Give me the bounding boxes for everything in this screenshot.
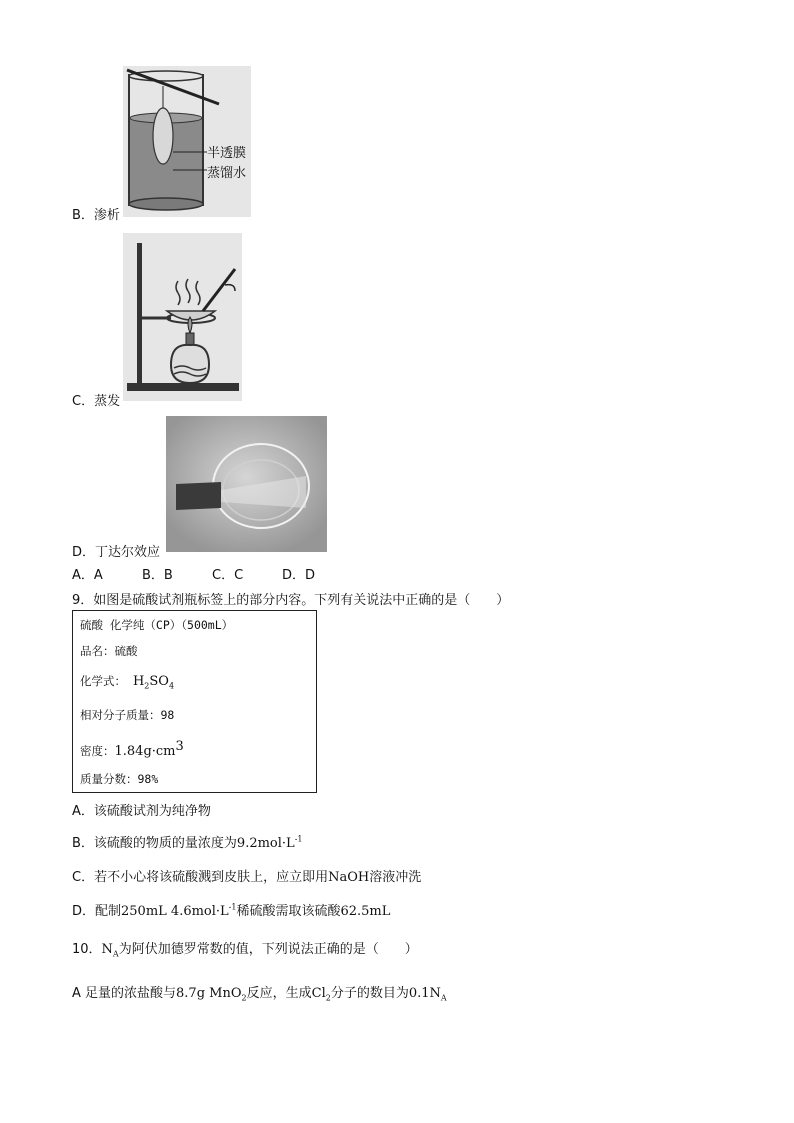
q9-option-d-end: 62.5mL	[340, 904, 391, 919]
tyndall-photo	[166, 416, 327, 552]
na-symbol: $N_A$	[101, 942, 119, 959]
q9-option-d	[72, 900, 390, 919]
q9-option-a: A．该硫酸试剂为纯净物	[72, 804, 211, 819]
q8-choices	[72, 564, 352, 583]
q9-option-d-value: 250mL 4.6mol·L	[121, 904, 229, 919]
density-exponent: 3	[175, 739, 184, 754]
label-formula-prefix: 化学式：	[80, 674, 126, 688]
q9-option-d-sup: -1	[228, 902, 237, 912]
option-d-label: D．丁达尔效应	[72, 545, 161, 560]
label-line-5	[80, 739, 184, 759]
membrane-label: 半透膜	[207, 146, 247, 161]
label-line-4: 相对分子质量：98	[80, 708, 175, 722]
q10-option-a-cl: Cl	[311, 986, 326, 1001]
q9-option-d-text: D．配制	[72, 904, 122, 919]
q9-option-c	[72, 866, 421, 885]
q10-stem-text: 为阿伏加德罗常数的值，下列说法正确的是（ ）	[118, 942, 418, 957]
label-line-6: 质量分数：98%	[80, 772, 159, 786]
q10-option-a-end: 0.1N	[408, 986, 441, 1001]
q10-stem	[72, 938, 418, 959]
q9-option-b	[72, 832, 302, 851]
q9-option-c-naoh: NaOH	[328, 870, 370, 885]
q9-option-b-text: B．该硫酸的物质的量浓度为	[72, 836, 237, 851]
choice-c[interactable]: C．C	[212, 568, 244, 583]
q10-number: 10．	[72, 942, 102, 957]
choice-d[interactable]: D．D	[282, 568, 316, 583]
label-line-3	[80, 673, 174, 691]
q10-option-a-prefix: A 足量的浓盐酸与	[72, 986, 177, 1001]
q9-option-b-sup: -1	[294, 834, 303, 844]
q9-stem: 9．如图是硫酸试剂瓶标签上的部分内容。下列有关说法中正确的是（ ）	[72, 593, 510, 608]
option-b-label: B．渗析	[72, 208, 120, 223]
dialysis-figure	[123, 66, 251, 217]
evaporation-figure	[123, 233, 242, 401]
density-value: 1.84g·cm	[114, 743, 176, 759]
label-line-2: 品名：硫酸	[80, 644, 138, 658]
label-density-prefix: 密度：	[80, 743, 115, 758]
distilled-water-label: 蒸馏水	[207, 166, 247, 181]
q9-option-b-value: 9.2mol·L	[236, 836, 295, 851]
label-line-1: 硫酸 化学纯（CP）（500mL）	[80, 618, 234, 632]
q9-option-c-text: C．若不小心将该硫酸溅到皮肤上，应立即用	[72, 870, 329, 885]
q10-option-a-mid2: 分子的数目为	[330, 986, 409, 1001]
formula-h2so4: $H_2SO_4$	[132, 674, 175, 691]
sulfuric-acid-label	[72, 610, 317, 793]
choice-a[interactable]: A．A	[72, 568, 103, 583]
q10-option-a-mass: 8.7g MnO	[176, 986, 242, 1001]
q9-option-d-mid: 稀硫酸需取该硫酸	[236, 904, 341, 919]
q10-option-a-mid: 反应，生成	[246, 986, 312, 1001]
choice-b[interactable]: B．B	[142, 568, 173, 583]
q9-option-c-suffix: 溶液冲洗	[369, 870, 422, 885]
q10-option-a: A 足量的浓盐酸与8.7g MnO$_2$反应，生成$Cl_2$分子的数目为$0.1N_A$	[72, 986, 447, 1003]
option-c-label: C．蒸发	[72, 394, 121, 409]
